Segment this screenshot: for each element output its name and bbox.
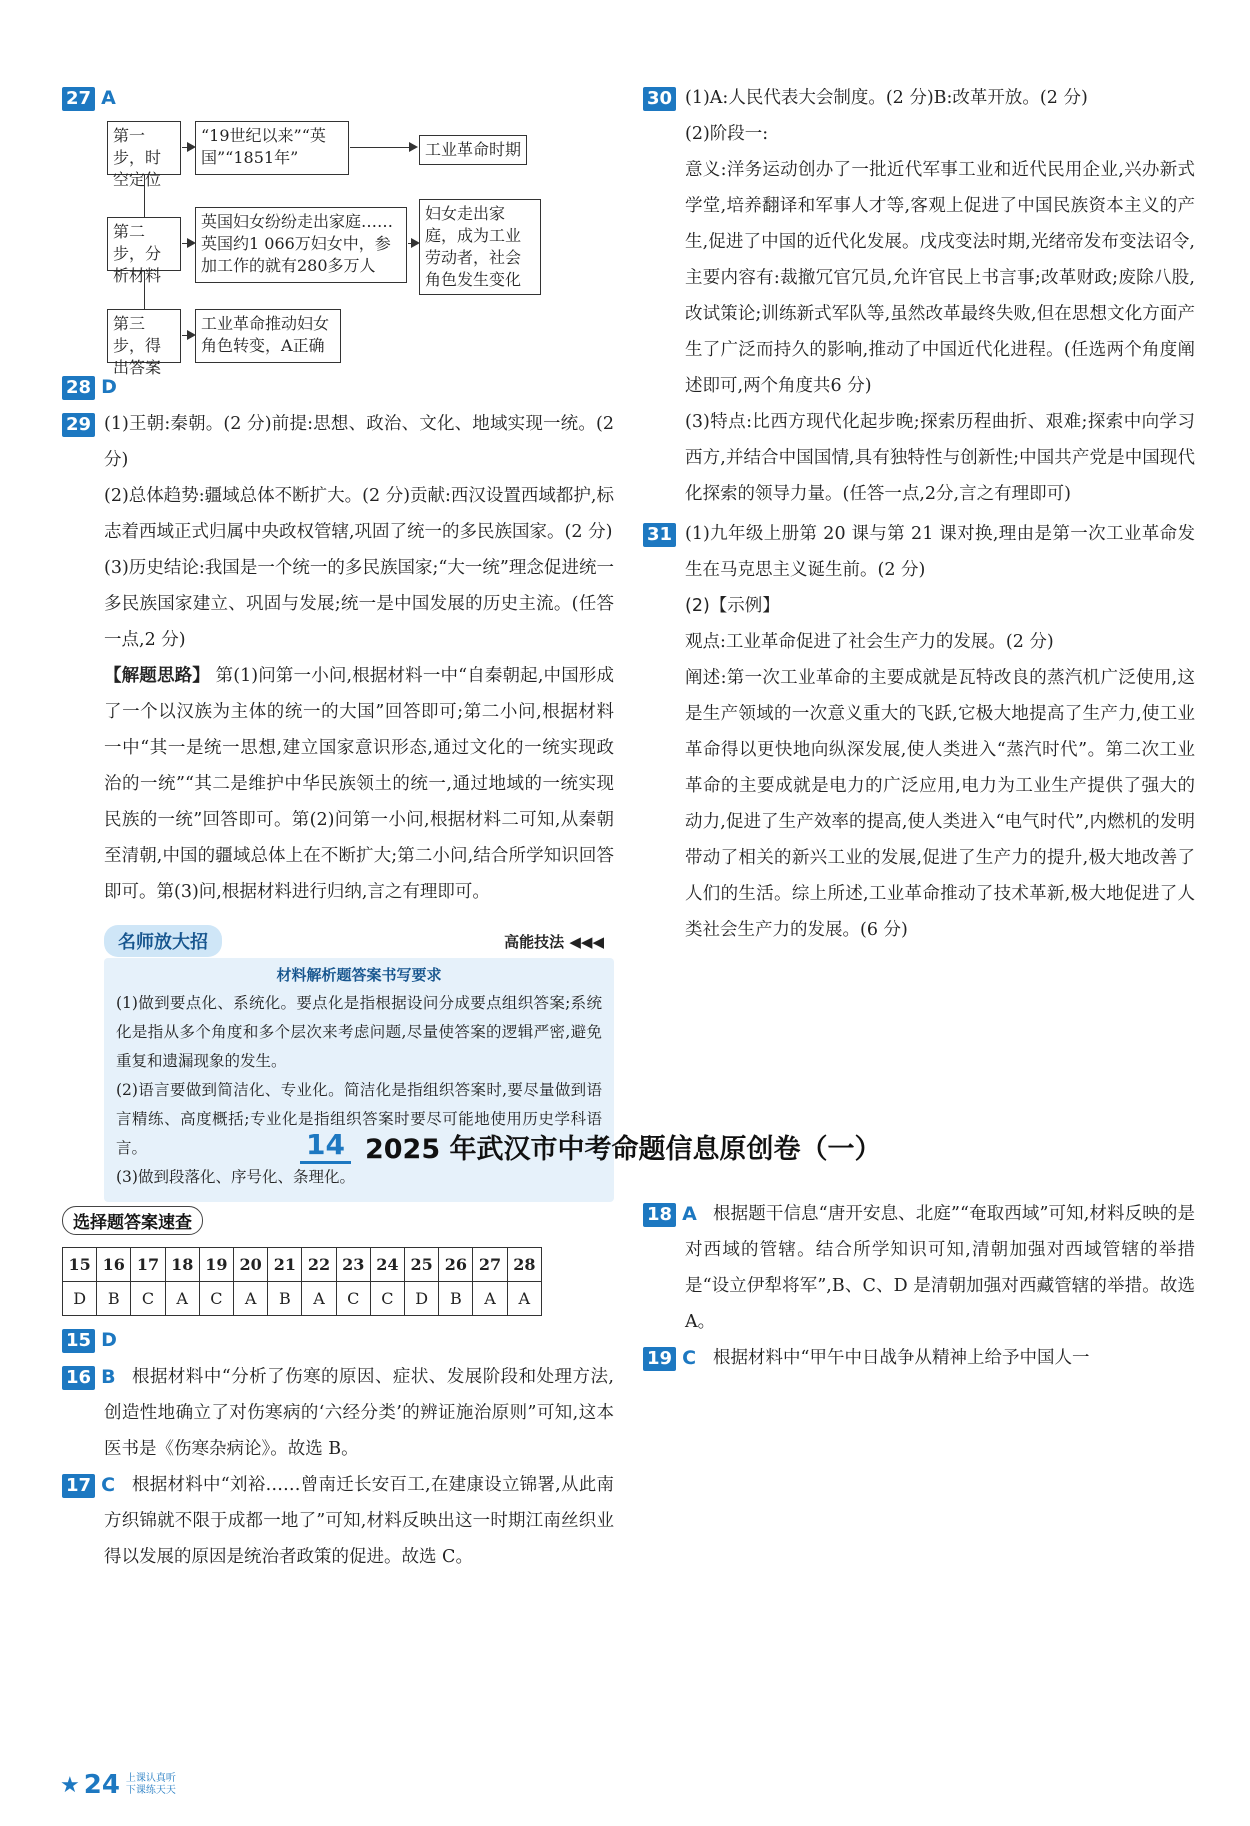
arrow-icon [408, 243, 418, 244]
answer-paragraph: 根据材料中“刘裕……曾南迁长安百工,在建康设立锦署,从此南方织锦就不限于成都一地了”可知,材料反映出这一时期江南丝织业得以发展的原因是统治者政策的促进。故选 C。 [104, 1475, 614, 1567]
tips-line: (2)语言要做到简洁化、专业化。简洁化是指组织答案时,要尽量做到语言精练、高度概括;专业化是指组织答案时要尽可能地使用历史学科语言。 [116, 1081, 602, 1157]
answer-letter: A [101, 87, 116, 109]
table-cell: C [370, 1282, 404, 1316]
table-cell: C [199, 1282, 233, 1316]
table-cell: A [473, 1282, 507, 1316]
page-slogan [126, 1773, 176, 1797]
solution-text: 第(1)问第一小问,根据材料一中“自秦朝起,中国形成了一个以汉族为主体的统一的大国”回答即可;第二小问,根据材料一中“其一是统一思想,建立国家意识形态,通过文化的一统实现政治的一统”“其二是维护中华民族领土的统一,通过地域的一统实现民族的一统”回答即可。第(2)问第一小问,根据材料二可知,从秦朝至清朝,中国的疆域总体上在不断扩大;第二小问,结合所学知识回答即可。第(3)问,根据材料进行归纳,言之有理即可。 [104, 666, 614, 902]
question-number: 19 [643, 1347, 676, 1371]
table-cell: A [507, 1282, 541, 1316]
arrow-icon [182, 335, 194, 336]
table-cell: 22 [302, 1248, 336, 1282]
right-column-bottom [643, 1196, 1195, 1376]
table-cell: 16 [97, 1248, 131, 1282]
connector-line [144, 175, 145, 217]
answer-paragraph: 阐述:第一次工业革命的主要成就是瓦特改良的蒸汽机广泛使用,这是生产领域的一次意义重大的飞跃,它极大地提高了生产力,使工业革命得以更快地向纵深发展,使人类进入“蒸汽时代”。第二次工业革命的主要成就是电力的广泛应用,电力为工业生产提供了强大的动力,促进了生产效率的提高,使人类进入“电气时代”,内燃机的发明带动了相关的新兴工业的发展,促进了生产力的提升,极大地改善了人们的生活。综上所述,工业革命推动了技术革新,极大地促进了人类社会生产力的发展。(6 分) [685, 668, 1195, 940]
tips-tag: 高能技法 ◀◀◀ [504, 932, 604, 951]
flow-step-2: 第二步，分析材料 [107, 217, 181, 271]
table-cell: 17 [131, 1248, 165, 1282]
arrow-icon [182, 243, 194, 244]
table-cell: 18 [165, 1248, 199, 1282]
answer-paragraph: (1)A:人民代表大会制度。(2 分)B:改革开放。(2 分) [685, 88, 1088, 108]
solution-label: 【解题思路】 [104, 666, 210, 686]
section-title: 2025 年武汉市中考命题信息原创卷（一） [364, 1133, 882, 1165]
arrow-icon [350, 147, 416, 148]
answer-paragraph: (3)历史结论:我国是一个统一的多民族国家;“大一统”理念促进统一多民族国家建立、巩固与发展;统一是中国发展的历史主流。(任答一点,2 分) [104, 558, 614, 650]
answer-paragraph: 根据材料中“甲午中日战争从精神上给予中国人一 [713, 1348, 1090, 1368]
answer-letter: C [101, 1474, 116, 1496]
answer-paragraph: 意义:洋务运动创办了一批近代军事工业和近代民用企业,兴办新式学堂,培养翻译和军事人才等,客观上促进了中国民族资本主义的产生,促进了中国的近代化发展。戊戌变法时期,光绪帝发布变法诏令,主要内容有:裁撤冗官冗员,允许官民上书言事;改革财政;废除八股,改试策论;训练新式军队等,虽然改革最终失败,但在思想文化方面产生了广泛而持久的影响,推动了中国近代化进程。(任选两个角度阐述即可,两个角度共6 分) [685, 160, 1195, 396]
table-cell: C [336, 1282, 370, 1316]
tips-title: 材料解析题答案书写要求 [276, 966, 442, 984]
table-cell: 24 [370, 1248, 404, 1282]
tips-line: (3)做到段落化、序号化、条理化。 [116, 1168, 355, 1186]
page-number: 24 [83, 1770, 120, 1800]
question-number: 30 [643, 87, 676, 111]
answer-paragraph: (2)总体趋势:疆域总体不断扩大。(2 分)贡献:西汉设置西域都护,标志着西域正式归属中央政权管辖,巩固了统一的多民族国家。(2 分) [104, 486, 614, 542]
section-header [300, 1126, 960, 1166]
table-cell: D [63, 1282, 97, 1316]
arrow-icon [182, 147, 194, 148]
slogan-line: 上课认真听 [125, 1773, 176, 1784]
slogan-line: 下课练天天 [125, 1785, 176, 1796]
table-cell: 21 [268, 1248, 302, 1282]
question-number: 31 [643, 523, 676, 547]
table-cell: C [131, 1282, 165, 1316]
quick-answer-panel [62, 1206, 614, 1316]
answer-paragraph: (2)阶段一: [685, 124, 769, 144]
table-cell: A [302, 1282, 336, 1316]
answer-letter: C [682, 1347, 697, 1369]
star-icon: ★ [60, 1772, 80, 1798]
flow-step-2-material: 英国妇女纷纷走出家庭……英国约1 066万妇女中，参加工作的就有280多万人 [195, 207, 407, 283]
answer-paragraph: (1)王朝:秦朝。(2 分)前提:思想、政治、文化、地域实现一统。(2 分) [104, 414, 614, 470]
answer-paragraph: 观点:工业革命促进了社会生产力的发展。(2 分) [685, 632, 1054, 652]
answer-paragraph: 根据题干信息“唐开安息、北庭”“奄取西域”可知,材料反映的是对西域的管辖。结合所学知识可知,清朝加强对西域管辖的举措是“设立伊犁将军”,B、C、D 是清朝加强对西藏管辖的举措。故选 A。 [685, 1204, 1195, 1332]
tips-line: (1)做到要点化、系统化。要点化是指根据设问分成要点组织答案;系统化是指从多个角度和多个层次来考虑问题,尽量使答案的逻辑严密,避免重复和遗漏现象的发生。 [116, 994, 602, 1070]
question-number: 28 [62, 376, 95, 400]
table-cell: 19 [199, 1248, 233, 1282]
tips-badge: 名师放大招 [104, 925, 222, 957]
answer-paragraph: (1)九年级上册第 20 课与第 21 课对换,理由是第一次工业革命发生在马克思主义诞生前。(2 分) [685, 524, 1195, 580]
table-cell: D [405, 1282, 439, 1316]
right-column [643, 80, 1195, 948]
answer-letter: D [101, 376, 117, 398]
table-cell: A [165, 1282, 199, 1316]
left-column [62, 80, 614, 1202]
flow-step-1-result: 工业革命时期 [419, 135, 527, 165]
question-27 [62, 80, 614, 117]
question-number: 17 [62, 1474, 95, 1498]
section-number: 14 [300, 1128, 351, 1164]
answer-letter: B [101, 1366, 116, 1388]
connector-line [144, 271, 145, 309]
flow-step-1-material: “19世纪以来”“英国”“1851年” [195, 121, 349, 175]
table-cell: 27 [473, 1248, 507, 1282]
flow-step-2-result: 妇女走出家庭，成为工业劳动者，社会角色发生变化 [419, 199, 541, 295]
question-15 [62, 1322, 614, 1359]
table-cell: 26 [439, 1248, 473, 1282]
flow-step-3-result: 工业革命推动妇女角色转变，A正确 [195, 309, 341, 363]
example-label: (2)【示例】 [685, 596, 780, 616]
analysis-flow-diagram [107, 121, 614, 377]
question-number: 18 [643, 1203, 676, 1227]
quick-answer-badge: 选择题答案速查 [62, 1206, 203, 1235]
table-cell: 15 [63, 1248, 97, 1282]
table-cell: 20 [234, 1248, 268, 1282]
table-cell: B [439, 1282, 473, 1316]
question-number: 15 [62, 1329, 95, 1353]
question-number: 29 [62, 413, 95, 437]
table-cell: 23 [336, 1248, 370, 1282]
table-cell: B [268, 1282, 302, 1316]
table-row-answers [63, 1282, 542, 1316]
table-cell: B [97, 1282, 131, 1316]
question-number: 27 [62, 87, 95, 111]
answer-paragraph: (3)特点:比西方现代化起步晚;探索历程曲折、艰难;探索中向学习西方,并结合中国国情,具有独特性与创新性;中国共产党是中国现代化探索的领导力量。(任答一点,2分,言之有理即可) [685, 412, 1195, 504]
left-column-bottom [62, 1322, 614, 1567]
table-cell: 25 [405, 1248, 439, 1282]
flow-step-3: 第三步，得出答案 [107, 309, 181, 363]
answer-table [62, 1247, 542, 1316]
question-number: 16 [62, 1366, 95, 1390]
flow-step-1: 第一步，时空定位 [107, 121, 181, 175]
answer-letter: A [682, 1203, 697, 1225]
page-footer [60, 1770, 176, 1800]
answer-letter: D [101, 1329, 117, 1351]
table-cell: A [234, 1282, 268, 1316]
solution-thinking [62, 658, 614, 910]
answer-paragraph: 根据材料中“分析了伤寒的原因、症状、发展阶段和处理方法,创造性地确立了对伤寒病的‘六经分类’的辨证施治原则”可知,这本医书是《伤寒杂病论》。故选 B。 [104, 1367, 614, 1459]
table-row-numbers [63, 1248, 542, 1282]
table-cell: 28 [507, 1248, 541, 1282]
